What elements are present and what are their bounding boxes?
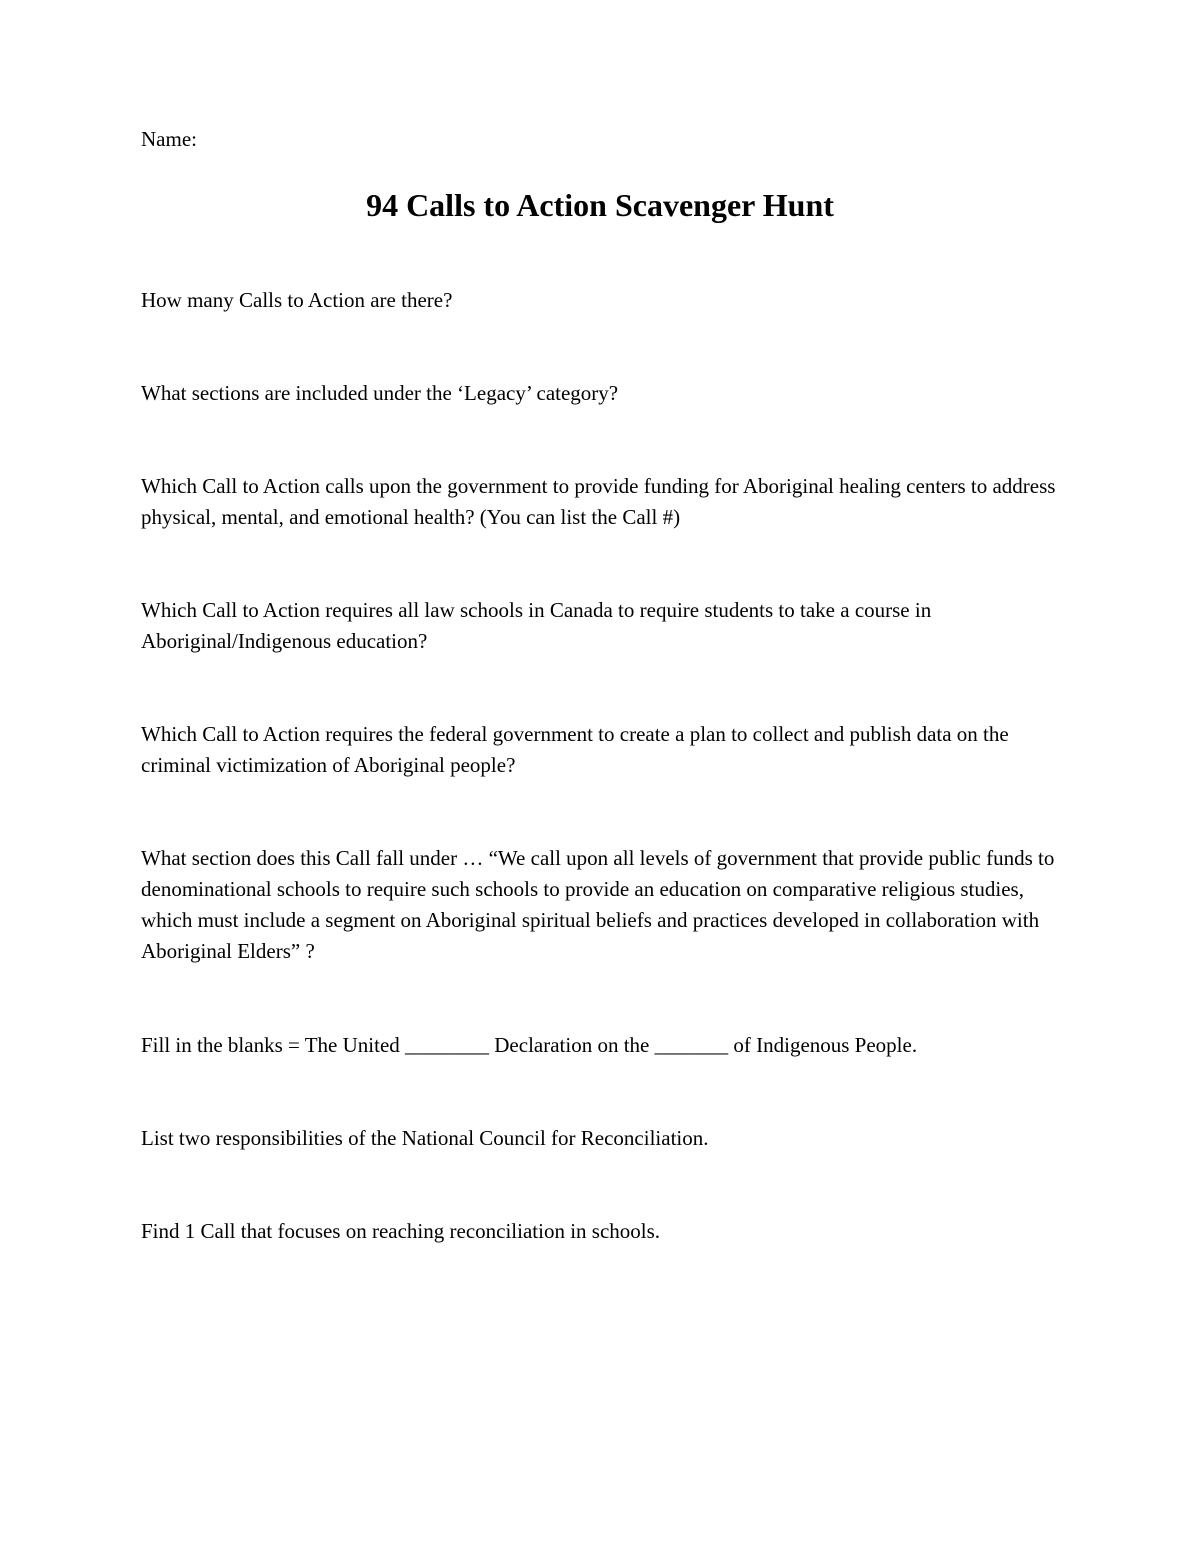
- question-7-fill-in-blanks: Fill in the blanks = The United ________ Declaration on the _______ of Indigenous People.: [141, 1033, 918, 1057]
- question-6: What section does this Call fall under … “We call upon all levels of government that provide public funds to denominational schools to require such schools to provide an education on comparative religious studies, which must include a segment on Aboriginal spiritual beliefs and practices developed in collaboration with Aboriginal Elders” ?: [141, 846, 1055, 963]
- question-2: What sections are included under the ‘Legacy’ category?: [141, 381, 619, 405]
- question-5: Which Call to Action requires the federal government to create a plan to collect and publish data on the criminal victimization of Aboriginal people?: [141, 722, 1009, 777]
- question-8: List two responsibilities of the National Council for Reconciliation.: [141, 1126, 709, 1150]
- page-title: 94 Calls to Action Scavenger Hunt: [366, 187, 834, 223]
- name-label: Name:: [141, 127, 197, 151]
- question-3: Which Call to Action calls upon the government to provide funding for Aboriginal healing centers to address physical, mental, and emotional health? (You can list the Call #): [141, 474, 1056, 529]
- question-9: Find 1 Call that focuses on reaching reconciliation in schools.: [141, 1219, 661, 1243]
- question-4: Which Call to Action requires all law schools in Canada to require students to take a course in Aboriginal/Indigenous education?: [141, 598, 932, 653]
- question-1: How many Calls to Action are there?: [141, 288, 453, 312]
